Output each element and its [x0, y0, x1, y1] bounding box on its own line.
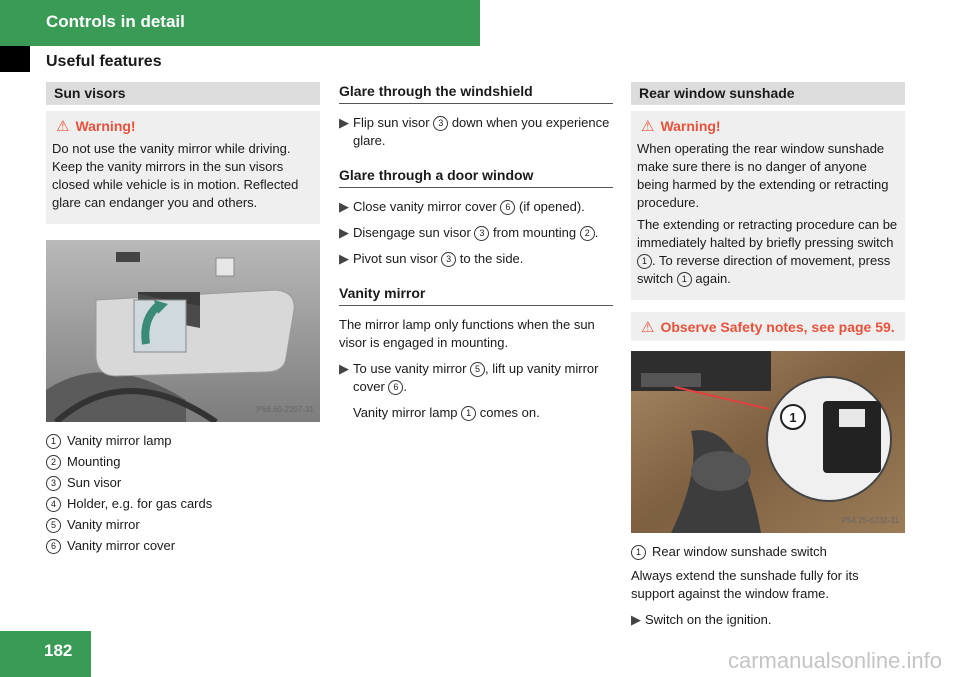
warning-title: ⚠ Warning! [641, 118, 721, 135]
instruction-step: ▶ Pivot sun visor 3 to the side. [339, 251, 524, 266]
legend-item: 1 Rear window sunshade switch [631, 543, 905, 561]
legend-item: 1 Vanity mirror lamp [46, 432, 320, 450]
sunshade-text: Always extend the sunshade fully for its support against the window frame. [631, 568, 859, 601]
instruction-result: Vanity mirror lamp 1 comes on. [353, 405, 540, 420]
sunshade-column [631, 82, 905, 637]
sunshade-legend [631, 543, 905, 561]
sun-visor-legend [46, 432, 320, 555]
warning-text: Do not use the vanity mirror while driving. Keep the vanity mirrors in the sun visors closed while vehicle is in motion. Reflected glare can endanger you and others. [52, 141, 299, 210]
glare-column [339, 82, 613, 430]
instruction-step: ▶ Close vanity mirror cover 6 (if opened). [339, 199, 585, 214]
safety-note-title: ⚠ Observe Safety notes, see page 59. [641, 319, 895, 336]
watermark: carmanualsonline.info [727, 648, 942, 673]
warning-triangle-icon: ⚠ [56, 118, 70, 135]
step-arrow-icon: ▶ [339, 199, 349, 214]
page-number-box [0, 631, 91, 677]
legend-item: 4 Holder, e.g. for gas cards [46, 495, 320, 513]
side-tab [0, 46, 30, 72]
step-arrow-icon: ▶ [339, 251, 349, 266]
sunshade-warning [631, 111, 905, 300]
chapter-title: Controls in detail [46, 12, 185, 31]
sunshade-heading: Rear window sunshade [631, 82, 905, 105]
sun-visors-column [46, 82, 320, 558]
instruction-step: ▶ Switch on the ignition. [631, 612, 772, 627]
warning-text: When operating the rear window sunshade make sure there is no danger of anyone being harmed by the extending or retracting procedure. [637, 141, 889, 210]
step-arrow-icon: ▶ [339, 361, 349, 376]
warning-triangle-icon: ⚠ [641, 319, 655, 336]
legend-item: 3 Sun visor [46, 474, 320, 492]
instruction-step: ▶ Flip sun visor 3 down when you experience glare. [339, 115, 610, 148]
sun-visors-warning [46, 111, 320, 224]
svg-text:1: 1 [789, 410, 797, 425]
legend-item: 2 Mounting [46, 453, 320, 471]
glare-windshield-heading: Glare through the windshield [339, 82, 613, 104]
glare-door-heading: Glare through a door window [339, 166, 613, 188]
warning-triangle-icon: ⚠ [641, 118, 655, 135]
legend-item: 6 Vanity mirror cover [46, 537, 320, 555]
safety-note [631, 312, 905, 341]
sun-visor-photo [46, 240, 320, 422]
vanity-mirror-heading: Vanity mirror [339, 284, 613, 306]
instruction-step: ▶ Disengage sun visor 3 from mounting 2 . [339, 225, 599, 240]
step-arrow-icon: ▶ [339, 225, 349, 240]
step-arrow-icon: ▶ [631, 612, 641, 627]
section-subtitle: Useful features [46, 53, 162, 70]
warning-title: ⚠ Warning! [56, 118, 136, 135]
image-code: P68.60-2207-31 [256, 405, 314, 414]
chapter-header [0, 0, 480, 46]
vanity-mirror-text: The mirror lamp only functions when the sun visor is engaged in mounting. [339, 317, 595, 350]
image-code: P54.25-6232-31 [841, 516, 899, 525]
warning-text: The extending or retracting procedure can be immediately halted by briefly pressing switch 1 . To reverse direction of movement, press switch 1 again. [637, 217, 898, 286]
legend-item: 5 Vanity mirror [46, 516, 320, 534]
sun-visors-heading: Sun visors [46, 82, 320, 105]
sunshade-switch-photo [631, 351, 905, 533]
page-number: 182 [44, 641, 73, 660]
step-arrow-icon: ▶ [339, 115, 349, 130]
instruction-step: ▶ To use vanity mirror 5 , lift up vanity mirror cover 6 . [339, 361, 599, 394]
